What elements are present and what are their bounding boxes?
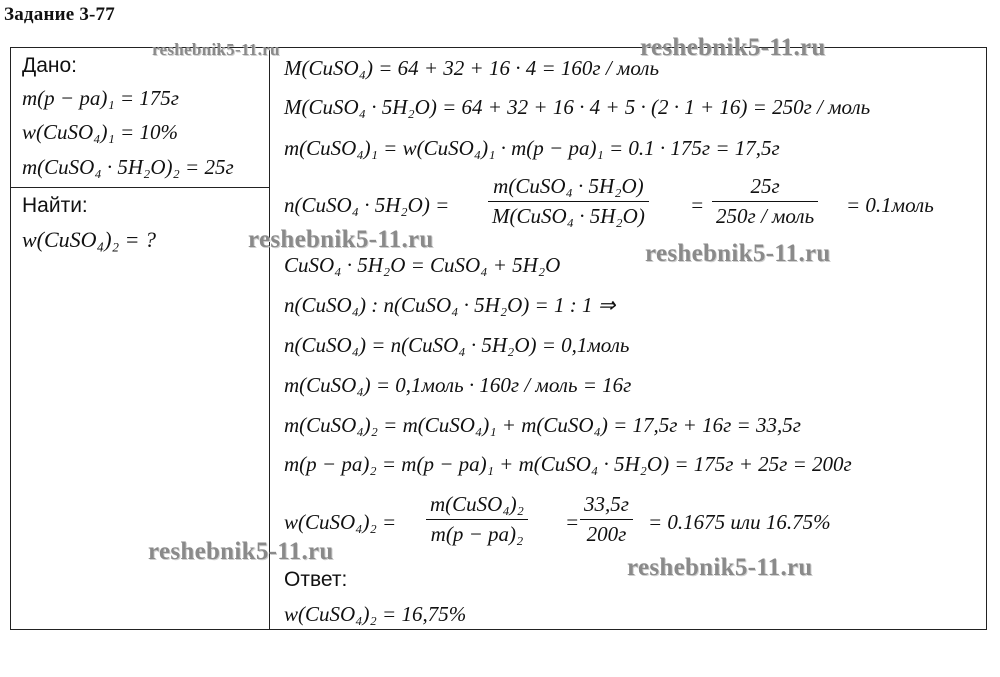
- solution-line-10: m(p − pa)₂ = m(p − pa)₁ + m(CuSO₄ · 5H₂O) = 175г + 25г = 200г: [284, 452, 852, 476]
- fraction-bar: [426, 519, 528, 520]
- solution-line-6: n(CuSO₄) : n(CuSO₄ · 5H₂O) = 1 : 1 ⇒: [284, 293, 616, 317]
- fraction-denominator: m(p − pa)₂: [430, 522, 524, 546]
- fraction-denominator: 250г / моль: [716, 204, 815, 228]
- solution-line-9: m(CuSO₄)₂ = m(CuSO₄)₁ + m(CuSO₄) = 17,5г + 16г = 33,5г: [284, 413, 801, 437]
- fraction-denominator: M(CuSO₄ · 5H₂O): [492, 204, 645, 228]
- fraction-numerator: 33,5г: [584, 492, 629, 516]
- watermark: reshebnik5-11.ru: [152, 40, 280, 59]
- solution-line-11-right: = 0.1675 или 16.75%: [648, 510, 831, 534]
- solution-line-1: M(CuSO₄) = 64 + 32 + 16 · 4 = 160г / моль: [284, 56, 660, 80]
- answer-value: w(CuSO₄)₂ = 16,75%: [284, 602, 467, 626]
- solution-line-5: CuSO₄ · 5H₂O = CuSO₄ + 5H₂O: [284, 253, 561, 277]
- watermark: reshebnik5-11.ru: [640, 34, 826, 61]
- find-label: Найти:: [22, 194, 88, 217]
- solution-line-2: M(CuSO₄ · 5H₂O) = 64 + 32 + 16 · 4 + 5 · (2 · 1 + 16) = 250г / моль: [284, 95, 871, 119]
- solution-line-8: m(CuSO₄) = 0,1моль · 160г / моль = 16г: [284, 373, 632, 397]
- given-line-2: w(CuSO₄)₁ = 10%: [22, 120, 178, 144]
- fraction-bar: [488, 201, 649, 202]
- table-divider-horizontal: [10, 187, 269, 188]
- watermark: reshebnik5-11.ru: [627, 554, 813, 581]
- fraction-moles-values: [712, 174, 818, 229]
- equals-sign: =: [565, 510, 580, 534]
- watermark: reshebnik5-11.ru: [645, 240, 831, 267]
- fraction-denominator: 200г: [586, 522, 627, 546]
- page-title: Задание 3-77: [4, 4, 115, 25]
- solution-line-4-left: n(CuSO₄ · 5H₂O) =: [284, 193, 450, 217]
- given-label: Дано:: [22, 54, 78, 77]
- fraction-mass-fraction: [426, 492, 528, 547]
- find-line-1: w(CuSO₄)₂ = ?: [22, 227, 157, 252]
- watermark: reshebnik5-11.ru: [248, 226, 434, 253]
- watermark: reshebnik5-11.ru: [148, 538, 334, 565]
- answer-label: Ответ:: [284, 568, 348, 591]
- fraction-bar: [712, 201, 818, 202]
- solution-line-3: m(CuSO₄)₁ = w(CuSO₄)₁ · m(p − pa)₁ = 0.1 · 175г = 17,5г: [284, 136, 780, 160]
- equals-sign: =: [690, 193, 705, 217]
- given-line-1: m(p − pa)₁ = 175г: [22, 86, 179, 110]
- fraction-numerator: m(CuSO₄ · 5H₂O): [493, 174, 644, 198]
- fraction-numerator: 25г: [750, 174, 780, 198]
- solution-line-7: n(CuSO₄) = n(CuSO₄ · 5H₂O) = 0,1моль: [284, 333, 630, 357]
- fraction-bar: [580, 519, 633, 520]
- fraction-moles-hydrate: [488, 174, 649, 229]
- solution-line-4-right: = 0.1моль: [846, 193, 934, 217]
- given-line-3: m(CuSO₄ · 5H₂O)₂ = 25г: [22, 155, 234, 179]
- solution-line-11-left: w(CuSO₄)₂ =: [284, 510, 397, 534]
- fraction-numerator: m(CuSO₄)₂: [430, 492, 524, 516]
- fraction-mass-values: [580, 492, 633, 547]
